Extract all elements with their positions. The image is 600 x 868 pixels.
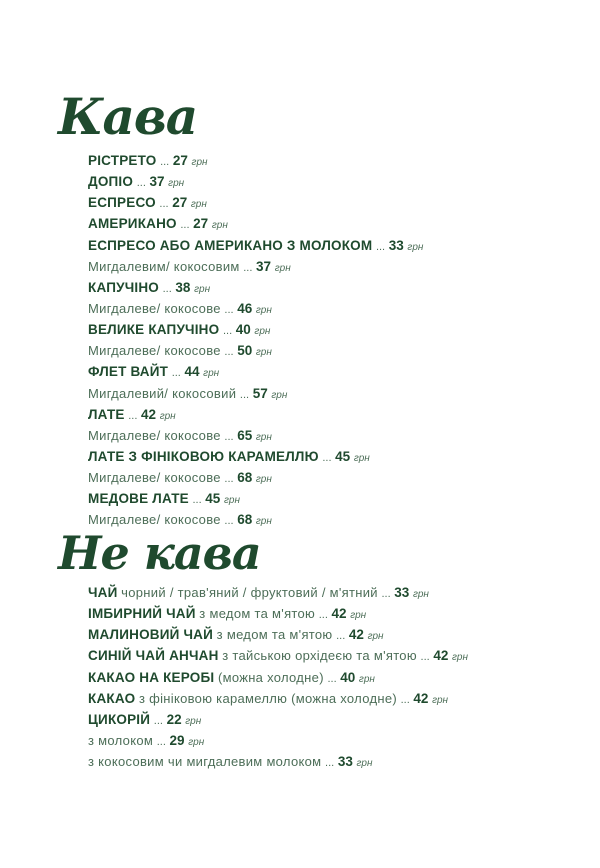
item-name: РІСТРЕТО [88, 153, 157, 168]
item-name: ЛАТЕ [88, 406, 125, 422]
price-leader: ... [156, 735, 166, 748]
item-price: 40 [235, 322, 251, 338]
price-leader: ... [224, 303, 234, 316]
item-price: 42 [331, 606, 347, 622]
item-name: ЦИКОРІЙ [88, 711, 151, 727]
price-leader: ... [222, 325, 233, 338]
item-name: КАКАО [88, 690, 136, 706]
price-leader: ... [375, 240, 386, 253]
price-leader: ... [322, 451, 332, 464]
price-currency: грн [432, 694, 449, 706]
price-currency: грн [350, 610, 367, 622]
price-leader: ... [420, 651, 430, 664]
price-leader: ... [325, 757, 335, 770]
item-price: 38 [175, 279, 191, 295]
price-leader: ... [159, 198, 169, 211]
item-name: ЧАЙ [88, 585, 118, 600]
menu-item [88, 277, 423, 298]
item-name: МЕДОВЕ ЛАТЕ [88, 491, 189, 507]
price-currency: грн [353, 452, 370, 464]
item-name: ДОПІО [88, 174, 134, 190]
menu-item [88, 709, 468, 730]
item-description: Мигдалевим/ кокосовим [88, 258, 240, 274]
item-name: ФЛЕТ ВАЙТ [88, 364, 169, 380]
price-leader: ... [180, 219, 190, 232]
price-leader: ... [160, 156, 170, 168]
price-currency: грн [194, 283, 211, 295]
menu-item [88, 603, 468, 624]
item-name: ЕСПРЕСО АБО АМЕРИКАНО З МОЛОКОМ [88, 237, 373, 253]
item-description: з медом та м'ятою [199, 606, 316, 622]
item-price: 68 [237, 512, 253, 528]
item-description: з молоком [88, 732, 154, 748]
menu-item [88, 192, 423, 213]
item-name: ЕСПРЕСО [88, 195, 156, 211]
price-currency: грн [271, 389, 288, 401]
price-currency: грн [254, 326, 271, 338]
price-currency: грн [255, 431, 272, 443]
price-currency: грн [188, 736, 205, 748]
price-leader: ... [381, 588, 391, 600]
price-currency: грн [407, 241, 424, 253]
price-currency: грн [412, 589, 429, 600]
item-price: 40 [340, 669, 356, 685]
price-leader: ... [239, 388, 250, 401]
item-price: 37 [149, 174, 165, 190]
item-name: ЛАТЕ З ФІНІКОВОЮ КАРАМЕЛЛЮ [88, 448, 319, 464]
item-price: 45 [335, 448, 351, 464]
menu-item [88, 404, 423, 425]
item-description: Мигдалеве/ кокосове [88, 512, 221, 528]
price-currency: грн [185, 715, 202, 727]
menu-item [88, 383, 423, 404]
price-leader: ... [224, 515, 234, 528]
price-currency: грн [367, 631, 384, 643]
menu-item [88, 425, 423, 446]
item-price: 37 [256, 258, 272, 274]
price-leader: ... [224, 473, 234, 486]
menu-item [88, 582, 468, 603]
coffee-menu-list [88, 150, 423, 531]
price-currency: грн [203, 368, 220, 380]
item-price: 42 [348, 627, 364, 643]
price-leader: ... [224, 430, 234, 443]
item-description: Мигдалеве/ кокосове [88, 300, 221, 316]
item-name: АМЕРИКАНО [88, 216, 177, 232]
item-price: 44 [184, 364, 200, 380]
price-leader: ... [136, 177, 146, 190]
item-description: чорний / трав'яний / фруктовий / м'ятний [121, 585, 378, 600]
price-leader: ... [318, 609, 328, 622]
price-leader: ... [327, 672, 337, 685]
item-description: з кокосовим чи мигдалевим молоком [88, 754, 322, 770]
item-description: з фініковою карамеллю (можна холодне) [138, 690, 397, 706]
item-price: 65 [237, 427, 253, 443]
price-currency: грн [159, 410, 176, 422]
item-price: 42 [413, 690, 429, 706]
item-description: Мигдалеве/ кокосове [88, 343, 221, 359]
menu-item [88, 171, 423, 192]
menu-item [88, 645, 468, 666]
menu-item [88, 298, 423, 319]
price-currency: грн [190, 199, 207, 211]
price-currency: грн [255, 516, 272, 528]
price-leader: ... [192, 494, 202, 507]
price-currency: грн [223, 495, 240, 507]
item-description: Мигдалевий/ кокосовий [88, 385, 237, 401]
price-currency: грн [255, 347, 272, 359]
price-leader: ... [336, 630, 346, 643]
item-price: 22 [166, 711, 182, 727]
item-description: з тайською орхідеєю та м'ятою [222, 648, 417, 664]
price-currency: грн [211, 220, 228, 232]
price-currency: грн [255, 474, 272, 486]
price-currency: грн [255, 304, 272, 316]
item-price: 42 [141, 406, 157, 422]
price-currency: грн [356, 758, 373, 770]
item-price: 46 [237, 300, 253, 316]
item-price: 50 [237, 343, 253, 359]
item-name: ІМБИРНИЙ ЧАЙ [88, 606, 196, 622]
price-currency: грн [191, 157, 208, 168]
menu-item [88, 467, 423, 488]
menu-item [88, 688, 468, 709]
menu-item [88, 446, 423, 467]
menu-item [88, 667, 468, 688]
item-description: з медом та м'ятою [216, 627, 333, 643]
item-name: СИНІЙ ЧАЙ АНЧАН [88, 648, 219, 664]
menu-item [88, 751, 468, 772]
item-price: 33 [394, 585, 410, 600]
menu-item [88, 213, 423, 234]
price-leader: ... [162, 282, 172, 295]
item-price: 33 [388, 237, 404, 253]
menu-item [88, 319, 423, 340]
price-leader: ... [128, 409, 138, 422]
price-currency: грн [358, 673, 375, 685]
price-leader: ... [400, 693, 410, 706]
price-leader: ... [224, 346, 234, 359]
item-description: Мигдалеве/ кокосове [88, 470, 221, 486]
section-title-coffee: Кава [58, 87, 198, 146]
menu-item [88, 235, 423, 256]
menu-item [88, 624, 468, 645]
item-price: 45 [205, 491, 221, 507]
menu-item [88, 488, 423, 509]
price-leader: ... [243, 261, 253, 274]
item-description: Мигдалеве/ кокосове [88, 427, 221, 443]
item-price: 27 [172, 153, 188, 168]
menu-item [88, 256, 423, 277]
menu-item [88, 340, 423, 361]
price-currency: грн [451, 652, 468, 664]
item-description: (можна холодне) [217, 669, 324, 685]
menu-item [88, 361, 423, 382]
section-title-not-coffee: Не кава [58, 526, 261, 580]
item-price: 57 [252, 385, 268, 401]
item-price: 27 [193, 216, 209, 232]
item-name: МАЛИНОВИЙ ЧАЙ [88, 627, 214, 643]
item-price: 33 [337, 754, 353, 770]
item-price: 29 [169, 732, 185, 748]
menu-item [88, 730, 468, 751]
item-name: КАКАО НА КЕРОБІ [88, 669, 215, 685]
price-currency: грн [168, 178, 185, 190]
item-name: ВЕЛИКЕ КАПУЧІНО [88, 322, 220, 338]
price-currency: грн [274, 262, 291, 274]
not-coffee-menu-list [88, 582, 468, 772]
item-name: КАПУЧІНО [88, 279, 159, 295]
price-leader: ... [153, 714, 163, 727]
item-price: 27 [172, 195, 188, 211]
price-leader: ... [171, 367, 181, 380]
item-price: 42 [433, 648, 449, 664]
item-price: 68 [237, 470, 253, 486]
menu-item [88, 150, 423, 171]
